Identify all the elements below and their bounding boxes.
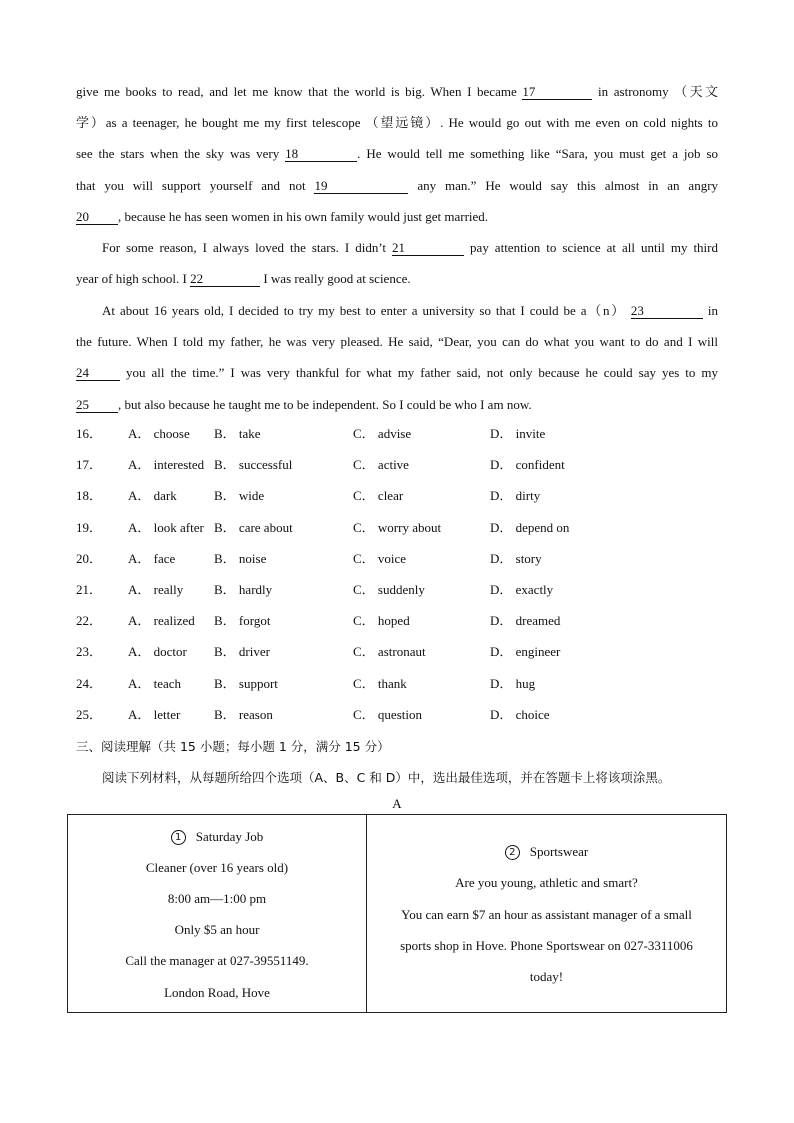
option-b[interactable]: B． care about (214, 519, 293, 535)
question-row (76, 674, 636, 705)
ad-line: 8:00 am—1:00 pm (167, 891, 267, 906)
text: year of high school. I (76, 271, 187, 287)
option-a[interactable]: A． face (128, 550, 176, 566)
option-c[interactable]: C． voice (353, 550, 407, 566)
section-instruction: 阅读下列材料，从每题所给四个选项（A、B、C 和 D）中，选出最佳选项，并在答题卡上将该项涂黑。 (102, 770, 671, 785)
ad-title-line (68, 827, 366, 847)
text: 学）as a teenager, he bought me my first telescope （望远镜）. He would go out with me even on cold nights to (76, 115, 718, 131)
text: I was really good at science. (263, 271, 411, 287)
option-c[interactable]: C． suddenly (353, 581, 425, 597)
question-row (76, 455, 636, 486)
option-b[interactable]: B． forgot (214, 613, 271, 629)
option-b[interactable]: B． take (214, 426, 261, 441)
ads-table (67, 814, 727, 1013)
text: For some reason, I always loved the stars. I didn’t (102, 240, 387, 255)
option-c[interactable]: C． clear (353, 488, 404, 504)
ad-line: You can earn $7 an hour as assistant manager of a small (401, 907, 692, 922)
question-number: 18． (76, 488, 103, 504)
blank-17[interactable]: 17 (522, 84, 592, 100)
text: At about 16 years old, I decided to try my best to enter a university so that I could be a（n） (102, 303, 626, 318)
text: the future. When I told my father, he was very pleased. He said, “Dear, you can do what you want to do and I will (76, 334, 718, 350)
ad-line: London Road, Hove (164, 985, 270, 1000)
ad-line: Only $5 an hour (174, 922, 260, 937)
passage-paragraph-3 (76, 295, 718, 420)
option-a[interactable]: A． dark (128, 488, 177, 504)
question-number: 20． (76, 550, 103, 566)
option-b[interactable]: B． driver (214, 644, 270, 660)
option-d[interactable]: D． dirty (490, 488, 541, 504)
option-d[interactable]: D． confident (490, 457, 565, 473)
text: see the stars when the sky was very (76, 146, 280, 162)
options-list (76, 424, 636, 736)
ad-line: Cleaner (over 16 years old) (145, 860, 289, 875)
passage-line (76, 295, 718, 326)
section-heading: 三、阅读理解（共 15 小题；每小题 1 分，满分 15 分） (76, 739, 390, 754)
question-row (76, 486, 636, 517)
option-c[interactable]: C． worry about (353, 519, 442, 535)
ad-sportswear (367, 815, 726, 1012)
option-a[interactable]: A． look after (128, 519, 204, 535)
option-d[interactable]: D． invite (490, 426, 546, 441)
passage-line (76, 389, 718, 420)
option-d[interactable]: D． story (490, 550, 542, 566)
text: you all the time.” I was very thankful for what my father said, not only because he could say yes to my (125, 365, 718, 381)
passage-line (76, 76, 718, 107)
option-b[interactable]: B． reason (214, 706, 273, 722)
option-c[interactable]: C． question (353, 706, 422, 722)
text: any man.” He would say this almost in an angry (417, 177, 719, 193)
ad-line: today! (529, 969, 564, 984)
circled-number: 1 (171, 830, 186, 845)
passage-line (76, 232, 718, 263)
text: , but also because he taught me to be independent. So I could be who I am now. (118, 396, 532, 412)
blank-21[interactable]: 21 (392, 240, 464, 256)
option-d[interactable]: D． engineer (490, 644, 561, 660)
question-row (76, 518, 636, 549)
question-number: 19． (76, 519, 103, 535)
passage-line (76, 357, 718, 388)
passage-line (76, 326, 718, 357)
ad-line: Call the manager at 027-39551149. (125, 953, 309, 968)
option-b[interactable]: B． hardly (214, 581, 273, 597)
question-row (76, 549, 636, 580)
question-row (76, 705, 636, 736)
ad-saturday-job (68, 815, 367, 1012)
passage-paragraph-1 (76, 76, 718, 232)
passage-line (76, 138, 718, 169)
option-d[interactable]: D． exactly (490, 581, 554, 597)
option-b[interactable]: B． support (214, 675, 278, 691)
text: in (707, 303, 718, 318)
passage-line (76, 170, 718, 201)
option-c[interactable]: C． advise (353, 426, 412, 441)
blank-19[interactable]: 19 (314, 178, 408, 194)
text: in astronomy （天文 (598, 84, 719, 99)
blank-22[interactable]: 22 (190, 271, 260, 287)
question-number: 25． (76, 706, 103, 722)
passage-line (76, 107, 718, 138)
ad-title: Sportswear (529, 844, 589, 859)
option-a[interactable]: A． really (128, 581, 184, 597)
option-a[interactable]: A． interested (128, 457, 205, 473)
ad-line: sports shop in Hove. Phone Sportswear on 027-3311006 (400, 938, 693, 953)
question-number: 24． (76, 675, 103, 691)
circled-number: 2 (505, 845, 520, 860)
option-d[interactable]: D． depend on (490, 519, 570, 535)
option-c[interactable]: C． thank (353, 675, 407, 691)
part-label: A (392, 796, 402, 811)
option-c[interactable]: C． active (353, 457, 409, 473)
question-number: 16． (76, 426, 103, 441)
option-d[interactable]: D． dreamed (490, 613, 561, 629)
option-b[interactable]: B． wide (214, 488, 265, 504)
blank-23[interactable]: 23 (631, 303, 703, 319)
question-row (76, 424, 636, 455)
blank-25[interactable]: 25 (76, 397, 118, 413)
option-c[interactable]: C． astronaut (353, 644, 426, 660)
passage-line (76, 201, 718, 232)
question-number: 22． (76, 613, 103, 629)
text: . He would tell me something like “Sara, you must get a job so (357, 146, 719, 162)
question-number: 17． (76, 457, 103, 473)
option-a[interactable]: A． teach (128, 675, 182, 691)
option-a[interactable]: A． choose (128, 426, 190, 441)
ad-line: Are you young, athletic and smart? (455, 875, 638, 890)
passage-line (76, 263, 718, 294)
option-b[interactable]: B． noise (214, 550, 267, 566)
option-a[interactable]: A． letter (128, 706, 181, 722)
text: pay attention to science at all until my third (470, 240, 718, 255)
option-d[interactable]: D． choice (490, 706, 550, 722)
ad-title-line (367, 842, 726, 862)
ad-title: Saturday Job (195, 829, 264, 844)
blank-24[interactable]: 24 (76, 365, 120, 381)
text: that you will support yourself and not (76, 177, 306, 193)
question-row (76, 611, 636, 642)
question-number: 23． (76, 644, 103, 660)
question-row (76, 642, 636, 673)
option-a[interactable]: A． realized (128, 613, 195, 629)
text: give me books to read, and let me know that the world is big. When I became (76, 84, 517, 99)
text: , because he has seen women in his own family would just get married. (118, 208, 489, 224)
option-c[interactable]: C． hoped (353, 613, 410, 629)
question-row (76, 580, 636, 611)
option-d[interactable]: D． hug (490, 675, 536, 691)
passage-paragraph-2 (76, 232, 718, 294)
blank-18[interactable]: 18 (285, 146, 357, 162)
question-number: 21． (76, 581, 103, 597)
option-a[interactable]: A． doctor (128, 644, 187, 660)
option-b[interactable]: B． successful (214, 457, 293, 473)
blank-20[interactable]: 20 (76, 209, 118, 225)
